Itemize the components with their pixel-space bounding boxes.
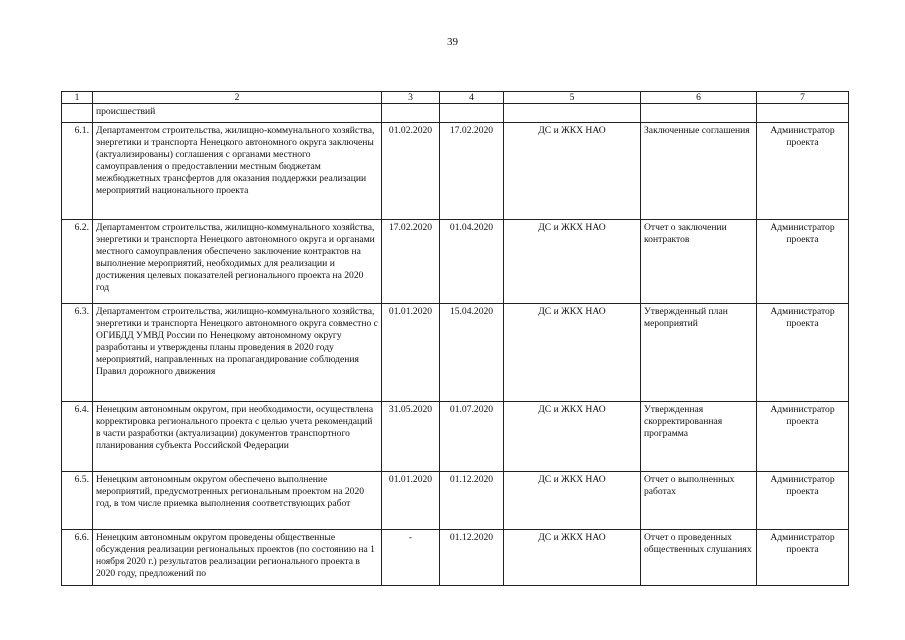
responsible: ДС и ЖКХ НАО xyxy=(504,304,641,402)
row-number: 6.2. xyxy=(62,220,93,304)
start-date: 01.01.2020 xyxy=(382,304,440,402)
end-date: 01.07.2020 xyxy=(440,402,504,472)
result-document: Утвержденная скорректированная программа xyxy=(641,402,757,472)
table-row xyxy=(62,472,849,530)
start-date: 17.02.2020 xyxy=(382,220,440,304)
end-date: 01.04.2020 xyxy=(440,220,504,304)
result-document: Отчет о проведенных общественных слушаниях xyxy=(641,530,757,586)
responsible: ДС и ЖКХ НАО xyxy=(504,220,641,304)
responsible: ДС и ЖКХ НАО xyxy=(504,472,641,530)
column-header: 6 xyxy=(641,92,757,104)
responsible: ДС и ЖКХ НАО xyxy=(504,530,641,586)
result-document: Отчет о выполненных работах xyxy=(641,472,757,530)
table-row xyxy=(62,530,849,586)
measure-description: Ненецким автономным округом, при необходимости, осуществлена корректировка регионального проекта с целью учета рекомендаций в части разработки (актуализации) документов транспортного планирования субъекта Российской Федерации xyxy=(93,402,382,472)
end-date: 15.04.2020 xyxy=(440,304,504,402)
start-date: - xyxy=(382,530,440,586)
start-date: 01.02.2020 xyxy=(382,123,440,220)
table-row xyxy=(62,123,849,220)
role: Администратор проекта xyxy=(757,304,849,402)
table-row xyxy=(62,220,849,304)
row-number: 6.5. xyxy=(62,472,93,530)
column-header: 2 xyxy=(93,92,382,104)
measure-description: Департаментом строительства, жилищно-коммунального хозяйства, энергетики и транспорта Ненецкого автономного округа заключены (актуализированы) соглашения с органами местного самоуправления о предоставлении местным бюджетам межбюджетных трансфертов для оказания поддержки реализации мероприятий национального проекта xyxy=(93,123,382,220)
row-number: 6.4. xyxy=(62,402,93,472)
column-number-row xyxy=(62,92,849,104)
result-document: Утвержденный план мероприятий xyxy=(641,304,757,402)
start-date: 31.05.2020 xyxy=(382,402,440,472)
result-document: Заключенные соглашения xyxy=(641,123,757,220)
continuation-text: происшествий xyxy=(93,104,382,123)
end-date: 01.12.2020 xyxy=(440,472,504,530)
column-header: 3 xyxy=(382,92,440,104)
role: Администратор проекта xyxy=(757,220,849,304)
role: Администратор проекта xyxy=(757,472,849,530)
measure-description: Ненецким автономным округом проведены общественные обсуждения реализации региональных проектов (по состоянию на 1 ноября 2020 г.) результатов реализации регионального проекта в 2020 году, предложений по xyxy=(93,530,382,586)
end-date: 01.12.2020 xyxy=(440,530,504,586)
column-header: 5 xyxy=(504,92,641,104)
measures-table xyxy=(61,91,849,586)
result-document: Отчет о заключении контрактов xyxy=(641,220,757,304)
row-number: 6.3. xyxy=(62,304,93,402)
table-row xyxy=(62,304,849,402)
role: Администратор проекта xyxy=(757,530,849,586)
column-header: 1 xyxy=(62,92,93,104)
responsible: ДС и ЖКХ НАО xyxy=(504,402,641,472)
role: Администратор проекта xyxy=(757,402,849,472)
responsible: ДС и ЖКХ НАО xyxy=(504,123,641,220)
measure-description: Департаментом строительства, жилищно-коммунального хозяйства, энергетики и транспорта Ненецкого автономного округа и органами местного самоуправления обеспечено заключение контрактов на выполнение мероприятий, необходимых для реализации и достижения целевых показателей регионального проекта на 2020 год xyxy=(93,220,382,304)
start-date: 01.01.2020 xyxy=(382,472,440,530)
table-row xyxy=(62,402,849,472)
column-header: 7 xyxy=(757,92,849,104)
end-date: 17.02.2020 xyxy=(440,123,504,220)
measure-description: Департаментом строительства, жилищно-коммунального хозяйства, энергетики и транспорта Ненецкого автономного округа совместно с ОГИБДД УМВД России по Ненецкому автономному округу разработаны и утверждены планы проведения в 2020 году мероприятий, направленных на пропагандирование соблюдения Правил дорожного движения xyxy=(93,304,382,402)
row-number: 6.1. xyxy=(62,123,93,220)
measure-description: Ненецким автономным округом обеспечено выполнение мероприятий, предусмотренных региональным проектом на 2020 год, в том числе приемка выполнения соответствующих работ xyxy=(93,472,382,530)
page-number: 39 xyxy=(447,36,458,48)
column-header: 4 xyxy=(440,92,504,104)
continuation-row xyxy=(62,104,849,123)
role: Администратор проекта xyxy=(757,123,849,220)
row-number: 6.6. xyxy=(62,530,93,586)
